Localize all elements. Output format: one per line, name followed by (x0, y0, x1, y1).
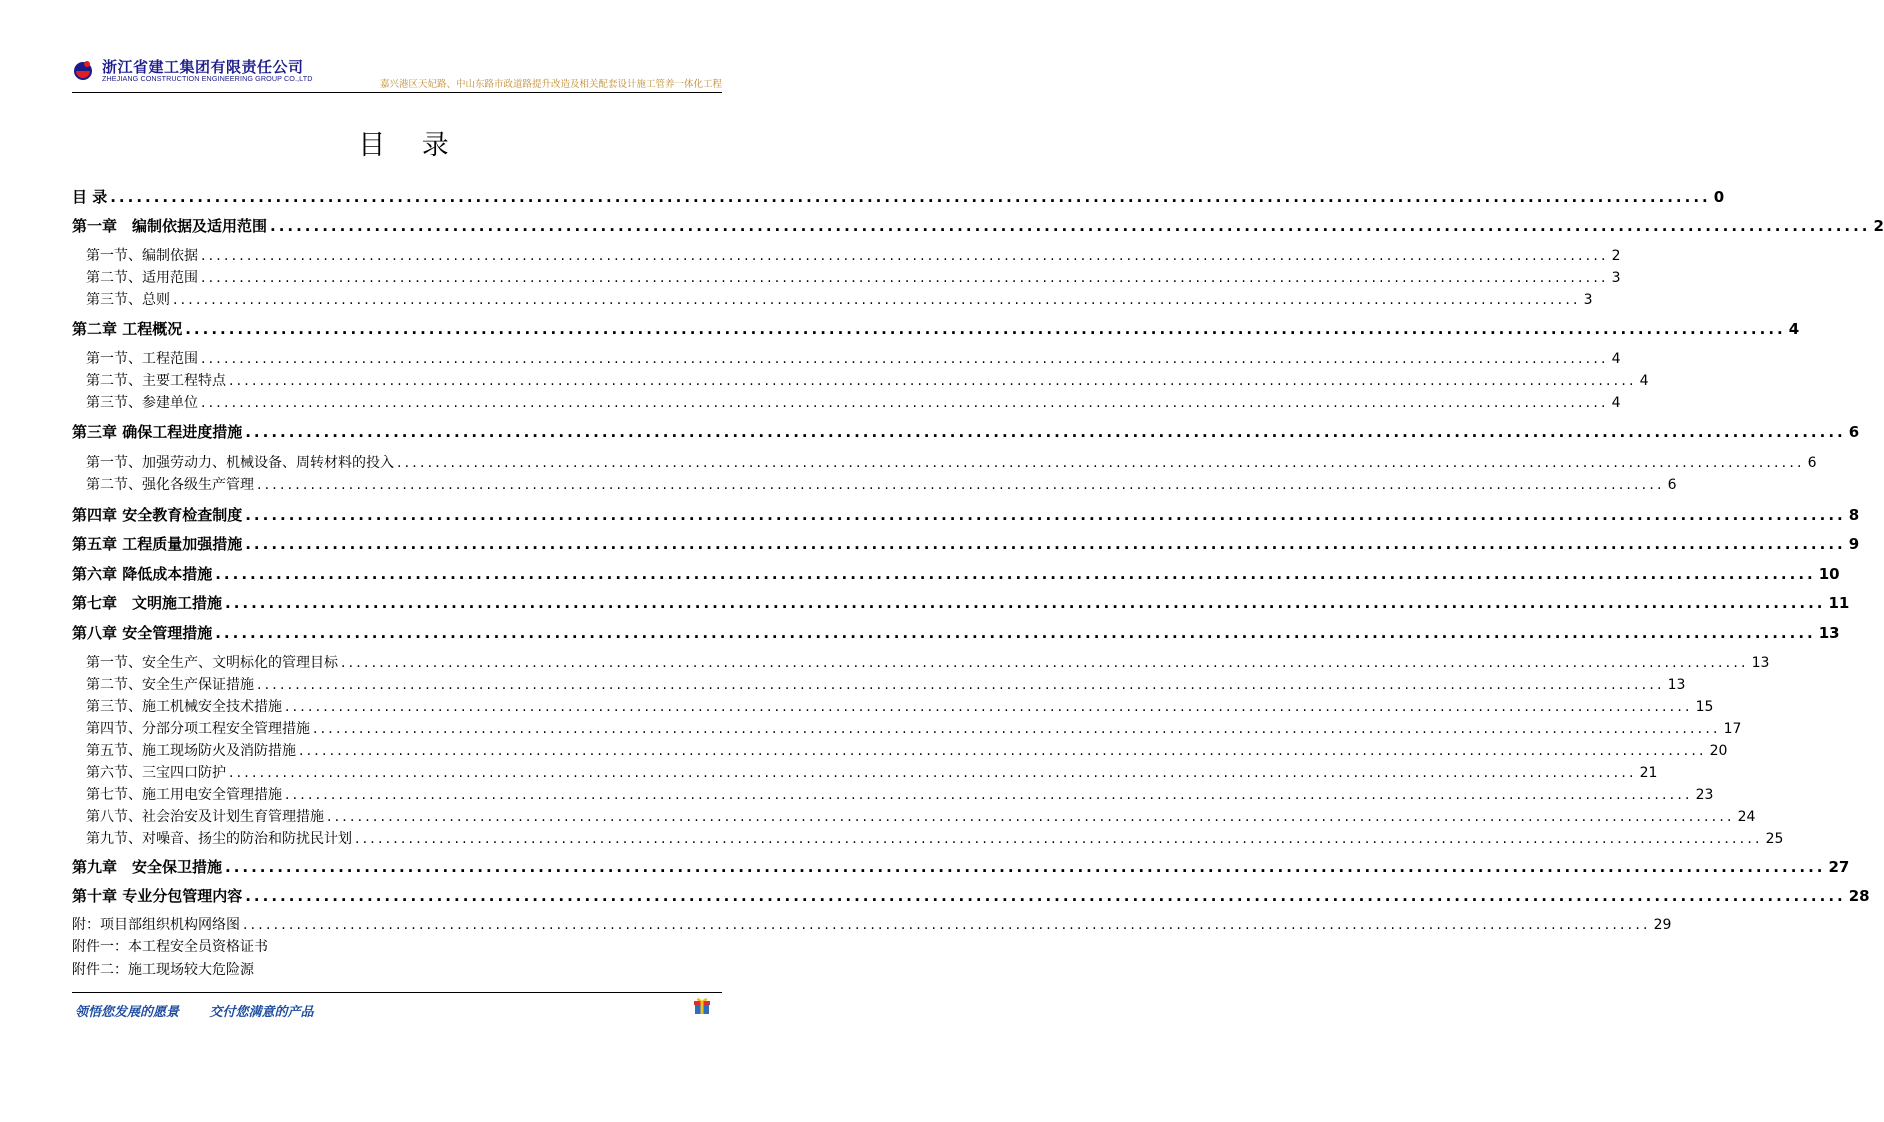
toc-page-number: 4 (1639, 373, 1649, 389)
toc-section-row[interactable] (86, 762, 1658, 782)
toc-chapter-row[interactable] (72, 318, 1800, 339)
page-header (72, 52, 722, 92)
toc-entry-label: 第一节、加强劳动力、机械设备、周转材料的投入 (86, 455, 394, 471)
toc-page-number: 28 (1848, 887, 1870, 905)
toc-chapter-row[interactable] (72, 504, 1860, 525)
toc-leader-dots: ........................................................................................................................................................................................ (245, 535, 1846, 553)
toc-leader-dots: ........................................................................................................................................................................................ (185, 320, 1786, 338)
toc-section-row[interactable] (86, 696, 1714, 716)
toc-leader-dots: ........................................................................................................................................................................................ (313, 721, 1721, 737)
toc-entry-label: 第四章 安全教育检查制度 (72, 506, 243, 524)
toc-entry-label: 第二节、适用范围 (86, 270, 198, 286)
toc-section-row[interactable] (86, 652, 1770, 672)
toc-chapter-row[interactable] (72, 563, 1840, 584)
page-title: 目 录 (358, 130, 463, 161)
toc-page-number: 27 (1828, 858, 1850, 876)
toc-entry-label: 第七节、施工用电安全管理措施 (86, 787, 282, 803)
slogan-1: 领悟您发展的愿景 (75, 1005, 180, 1020)
toc-leader-dots: ........................................................................................................................................................................................ (257, 677, 1665, 693)
toc-leader-dots: ........................................................................................................................................................................................ (215, 565, 1816, 583)
slogan-2: 交付您满意的产品 (209, 1005, 314, 1020)
toc-entry-label: 附：项目部组织机构网络图 (72, 917, 240, 933)
toc-section-row[interactable] (86, 784, 1714, 804)
toc-page-number: 15 (1695, 699, 1714, 715)
toc-section-row[interactable] (86, 348, 1621, 368)
toc-section-row[interactable] (86, 806, 1756, 826)
toc-entry-label: 第三节、总则 (86, 292, 170, 308)
toc-leader-dots: ........................................................................................................................................................................................ (215, 624, 1816, 642)
toc-leader-dots: ........................................................................................................................................................................................ (245, 887, 1846, 905)
toc-leader-dots: ........................................................................................................................................................................................ (285, 787, 1693, 803)
toc-entry-label: 第六章 降低成本措施 (72, 565, 213, 583)
toc-entry-label: 第三章 确保工程进度措施 (72, 423, 243, 441)
toc-entry-label: 第一节、工程范围 (86, 351, 198, 367)
toc-section-row[interactable] (86, 267, 1621, 287)
toc-leader-dots: ........................................................................................................................................................................................ (173, 292, 1581, 308)
toc-chapter-row[interactable] (72, 533, 1860, 554)
toc-page-number: 4 (1611, 395, 1621, 411)
toc-chapter-row[interactable] (72, 215, 1884, 236)
gift-icon (692, 995, 712, 1015)
toc-leader-dots: ........................................................................................................................................................................................ (270, 217, 1871, 235)
toc-section-row[interactable] (86, 289, 1593, 309)
toc-leader-dots: ........................................................................................................................................................................................ (341, 655, 1749, 671)
toc-section-row[interactable] (86, 392, 1621, 412)
toc-section-row[interactable] (86, 245, 1621, 265)
toc-entry-label: 第五章 工程质量加强措施 (72, 535, 243, 553)
toc-section-row[interactable] (86, 828, 1784, 848)
toc-leader-dots: ........................................................................................................................................................................................ (327, 809, 1735, 825)
toc-entry-label: 第七章 文明施工措施 (72, 594, 223, 612)
toc-chapter-row[interactable] (72, 592, 1850, 613)
toc-page-number: 23 (1695, 787, 1714, 803)
toc-page-number: 13 (1667, 677, 1686, 693)
toc-page-number: 6 (1667, 477, 1677, 493)
toc-section-row[interactable] (86, 674, 1686, 694)
toc-leader-dots: ........................................................................................................................................................................................ (257, 477, 1665, 493)
toc-page-number: 2 (1611, 248, 1621, 264)
company-logo-icon (72, 58, 94, 82)
toc-page-number: 4 (1611, 351, 1621, 367)
toc-appendix-row[interactable] (72, 914, 1672, 934)
toc-entry-label: 第一节、编制依据 (86, 248, 198, 264)
toc-page-number: 25 (1765, 831, 1784, 847)
toc-page-number: 2 (1873, 217, 1884, 235)
toc-page-number: 13 (1818, 624, 1840, 642)
toc-leader-dots: ........................................................................................................................................................................................ (245, 423, 1846, 441)
header-divider (72, 92, 722, 93)
toc-entry-label: 第五节、施工现场防火及消防措施 (86, 743, 296, 759)
toc-leader-dots: ........................................................................................................................................................................................ (201, 248, 1609, 264)
toc-page-number: 8 (1848, 506, 1860, 524)
toc-chapter-row[interactable] (72, 622, 1840, 643)
toc-section-row[interactable] (86, 370, 1649, 390)
toc-entry-label: 第二节、强化各级生产管理 (86, 477, 254, 493)
toc-page-number: 9 (1848, 535, 1860, 553)
toc-page-number: 20 (1709, 743, 1728, 759)
toc-leader-dots: ........................................................................................................................................................................................ (355, 831, 1763, 847)
toc-entry-label: 目 录 (72, 188, 108, 206)
company-name-en: ZHEJIANG CONSTRUCTION ENGINEERING GROUP CO.,LTD (102, 74, 313, 83)
toc-entry-label: 第三节、参建单位 (86, 395, 198, 411)
footer-divider (72, 992, 722, 993)
toc-chapter-row[interactable] (72, 186, 1725, 207)
toc-leader-dots: ........................................................................................................................................................................................ (397, 455, 1805, 471)
toc-chapter-row[interactable] (72, 421, 1860, 442)
toc-page-number: 6 (1848, 423, 1860, 441)
company-name-cn: 浙江省建工集团有限责任公司 (102, 58, 304, 76)
toc-page-number: 29 (1653, 917, 1672, 933)
toc-page-number: 24 (1737, 809, 1756, 825)
toc-entry-label: 第八节、社会治安及计划生育管理措施 (86, 809, 324, 825)
toc-entry-label: 第六节、三宝四口防护 (86, 765, 226, 781)
toc-page-number: 21 (1639, 765, 1658, 781)
toc-entry-label: 第九节、对噪音、扬尘的防治和防扰民计划 (86, 831, 352, 847)
toc-page-number: 4 (1788, 320, 1800, 338)
attachment-item[interactable]: 附件二：施工现场较大危险源 (72, 962, 254, 978)
toc-page-number: 10 (1818, 565, 1840, 583)
toc-entry-label: 第三节、施工机械安全技术措施 (86, 699, 282, 715)
toc-section-row[interactable] (86, 740, 1728, 760)
toc-entry-label: 第一节、安全生产、文明标化的管理目标 (86, 655, 338, 671)
toc-leader-dots: ........................................................................................................................................................................................ (201, 395, 1609, 411)
toc-chapter-row[interactable] (72, 885, 1870, 906)
toc-page-number: 17 (1723, 721, 1742, 737)
footer-slogan (75, 1001, 340, 1020)
toc-page-number: 13 (1751, 655, 1770, 671)
toc-leader-dots: ........................................................................................................................................................................................ (201, 351, 1609, 367)
toc-entry-label: 第二节、主要工程特点 (86, 373, 226, 389)
toc-section-row[interactable] (86, 452, 1817, 472)
toc-leader-dots: ........................................................................................................................................................................................ (285, 699, 1693, 715)
toc-page-number: 0 (1713, 188, 1725, 206)
toc-page-number: 11 (1828, 594, 1850, 612)
toc-leader-dots: ........................................................................................................................................................................................ (299, 743, 1707, 759)
toc-entry-label: 第二章 工程概况 (72, 320, 183, 338)
toc-entry-label: 第十章 专业分包管理内容 (72, 887, 243, 905)
project-name: 嘉兴港区天妃路、中山东路市政道路提升改造及相关配套设计施工管养一体化工程 (379, 79, 722, 90)
toc-entry-label: 第一章 编制依据及适用范围 (72, 217, 268, 235)
toc-leader-dots: ........................................................................................................................................................................................ (201, 270, 1609, 286)
toc-leader-dots: ........................................................................................................................................................................................ (229, 373, 1637, 389)
toc-leader-dots: ........................................................................................................................................................................................ (110, 188, 1711, 206)
toc-entry-label: 第四节、分部分项工程安全管理措施 (86, 721, 310, 737)
toc-entry-label: 第九章 安全保卫措施 (72, 858, 223, 876)
toc-page-number: 6 (1807, 455, 1817, 471)
toc-chapter-row[interactable] (72, 856, 1850, 877)
toc-page-number: 3 (1583, 292, 1593, 308)
toc-leader-dots: ........................................................................................................................................................................................ (243, 917, 1651, 933)
toc-leader-dots: ........................................................................................................................................................................................ (245, 506, 1846, 524)
toc-leader-dots: ........................................................................................................................................................................................ (229, 765, 1637, 781)
toc-entry-label: 第二节、安全生产保证措施 (86, 677, 254, 693)
toc-page-number: 3 (1611, 270, 1621, 286)
attachment-item[interactable]: 附件一：本工程安全员资格证书 (72, 939, 268, 955)
toc-leader-dots: ........................................................................................................................................................................................ (225, 594, 1826, 612)
toc-entry-label: 第八章 安全管理措施 (72, 624, 213, 642)
toc-section-row[interactable] (86, 474, 1677, 494)
toc-section-row[interactable] (86, 718, 1742, 738)
toc-leader-dots: ........................................................................................................................................................................................ (225, 858, 1826, 876)
